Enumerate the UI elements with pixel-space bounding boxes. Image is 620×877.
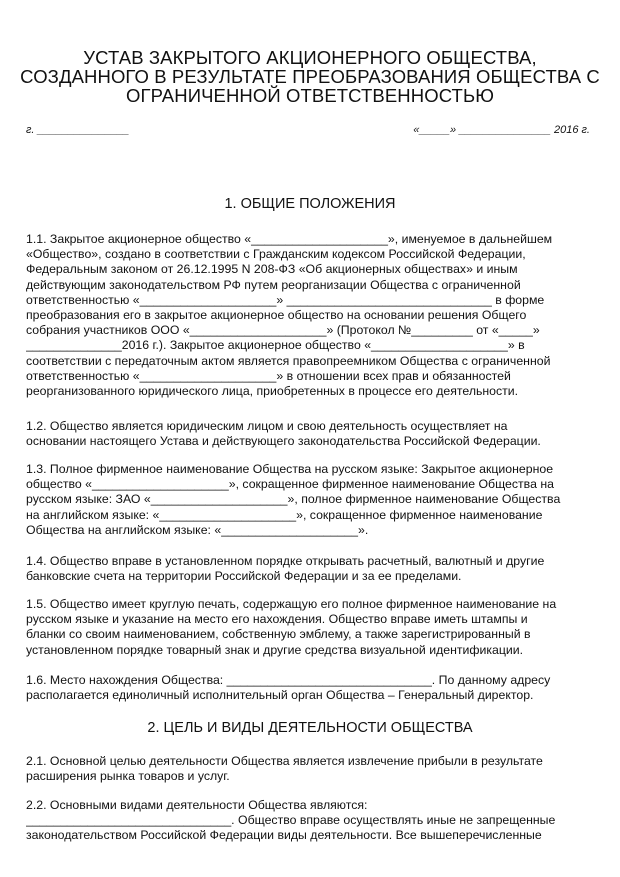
title-line: ОГРАНИЧЕННОЙ ОТВЕТСТВЕННОСТЬЮ bbox=[125, 85, 494, 106]
place-field: г. _______________ bbox=[26, 124, 130, 136]
clause-line: установленном порядке товарный знак и другие средства визуальной идентификации. bbox=[26, 642, 524, 657]
title-line: УСТАВ ЗАКРЫТОГО АКЦИОНЕРНОГО ОБЩЕСТВА, bbox=[83, 47, 537, 68]
clause-line: 2.1. Основной целью деятельности Общества является извлечение прибыли в результате bbox=[26, 754, 543, 768]
clause-line: бланки со своим наименованием, собственную эмблему, а также зарегистрированный в bbox=[26, 627, 531, 642]
clause-line: русском языке и указание на место его нахождения. Общество вправе иметь штампы и bbox=[26, 612, 528, 627]
clause-line: Федеральным законом от 26.12.1995 N 208-ФЗ «Об акционерных обществах» и иным bbox=[26, 262, 518, 277]
clause-line: ответственностью «____________________» в отношении всех прав и обязанностей bbox=[26, 368, 511, 383]
clause-line: Общества на английском языке: «____________________». bbox=[26, 522, 369, 537]
clause-line: соответствии с передаточным актом является правопреемником Общества с ограниченной bbox=[26, 353, 551, 368]
clause-1-1 bbox=[26, 232, 596, 399]
clause-line: 1.5. Общество имеет круглую печать, содержащую его полное фирменное наименование на bbox=[26, 597, 557, 611]
section-heading-general: 1. ОБЩИЕ ПОЛОЖЕНИЯ bbox=[224, 196, 396, 212]
clause-line: расширения рынка товаров и услуг. bbox=[26, 769, 230, 784]
clause-line: преобразования его в закрытое акционерное общество на основании решения Общего bbox=[26, 308, 527, 323]
clause-line: законодательством Российской Федерации виды деятельности. Все вышеперечисленные bbox=[26, 828, 542, 843]
clause-2-1 bbox=[26, 754, 596, 784]
clause-line: 1.6. Место нахождения Общества: ______________________________. По данному адресу bbox=[26, 673, 551, 687]
clause-1-6 bbox=[26, 673, 596, 703]
clause-line: 1.1. Закрытое акционерное общество «____________________», именуемое в дальнейшем bbox=[26, 232, 553, 246]
clause-line: собрания участников ООО «____________________» (Протокол №_________ от «_____» bbox=[26, 323, 540, 338]
section-heading-purpose: 2. ЦЕЛЬ И ВИДЫ ДЕЯТЕЛЬНОСТИ ОБЩЕСТВА bbox=[147, 720, 473, 736]
document-title bbox=[0, 48, 620, 105]
clause-1-5 bbox=[26, 597, 596, 658]
clause-line: располагается единоличный исполнительный орган Общества – Генеральный директор. bbox=[26, 688, 534, 703]
clause-line: реорганизованного юридического лица, приобретенных в процессе его деятельности. bbox=[26, 384, 519, 399]
clause-line: основании настоящего Устава и действующего законодательства Российской Федерации. bbox=[26, 434, 541, 449]
clause-line: русском языке: ЗАО «____________________», полное фирменное наименование Общества bbox=[26, 492, 561, 507]
clause-1-2 bbox=[26, 419, 596, 449]
clause-line: ______________________________. Общество вправе осуществлять иные не запрещенные bbox=[26, 813, 556, 828]
clause-line: общество «____________________», сокращенное фирменное наименование Общества на bbox=[26, 477, 554, 492]
clause-line: 1.4. Общество вправе в установленном порядке открывать расчетный, валютный и другие bbox=[26, 554, 545, 568]
title-line: СОЗДАННОГО В РЕЗУЛЬТАТЕ ПРЕОБРАЗОВАНИЯ ОБЩЕСТВА С bbox=[20, 66, 600, 87]
clause-line: действующим законодательством РФ путем реорганизации Общества с ограниченной bbox=[26, 277, 521, 292]
clause-1-3 bbox=[26, 462, 596, 538]
clause-line: «Общество», создано в соответствии с Гражданским кодексом Российской Федерации, bbox=[26, 247, 526, 262]
clause-2-2 bbox=[26, 798, 596, 844]
clause-line: ______________2016 г.). Закрытое акционерное общество «____________________» в bbox=[26, 338, 525, 353]
clause-line: 1.2. Общество является юридическим лицом и свою деятельность осуществляет на bbox=[26, 419, 508, 433]
clause-line: банковские счета на территории Российской Федерации и за ее пределами. bbox=[26, 569, 462, 584]
clause-line: на английском языке: «____________________», сокращенное фирменное наименование bbox=[26, 507, 543, 522]
clause-line: ответственностью «____________________» ______________________________ в форме bbox=[26, 292, 545, 307]
clause-line: 1.3. Полное фирменное наименование Общества на русском языке: Закрытое акционерное bbox=[26, 462, 554, 476]
clause-line: 2.2. Основными видами деятельности Общества являются: bbox=[26, 798, 368, 812]
date-field: «_____» _______________ 2016 г. bbox=[413, 124, 590, 136]
clause-1-4 bbox=[26, 554, 596, 584]
